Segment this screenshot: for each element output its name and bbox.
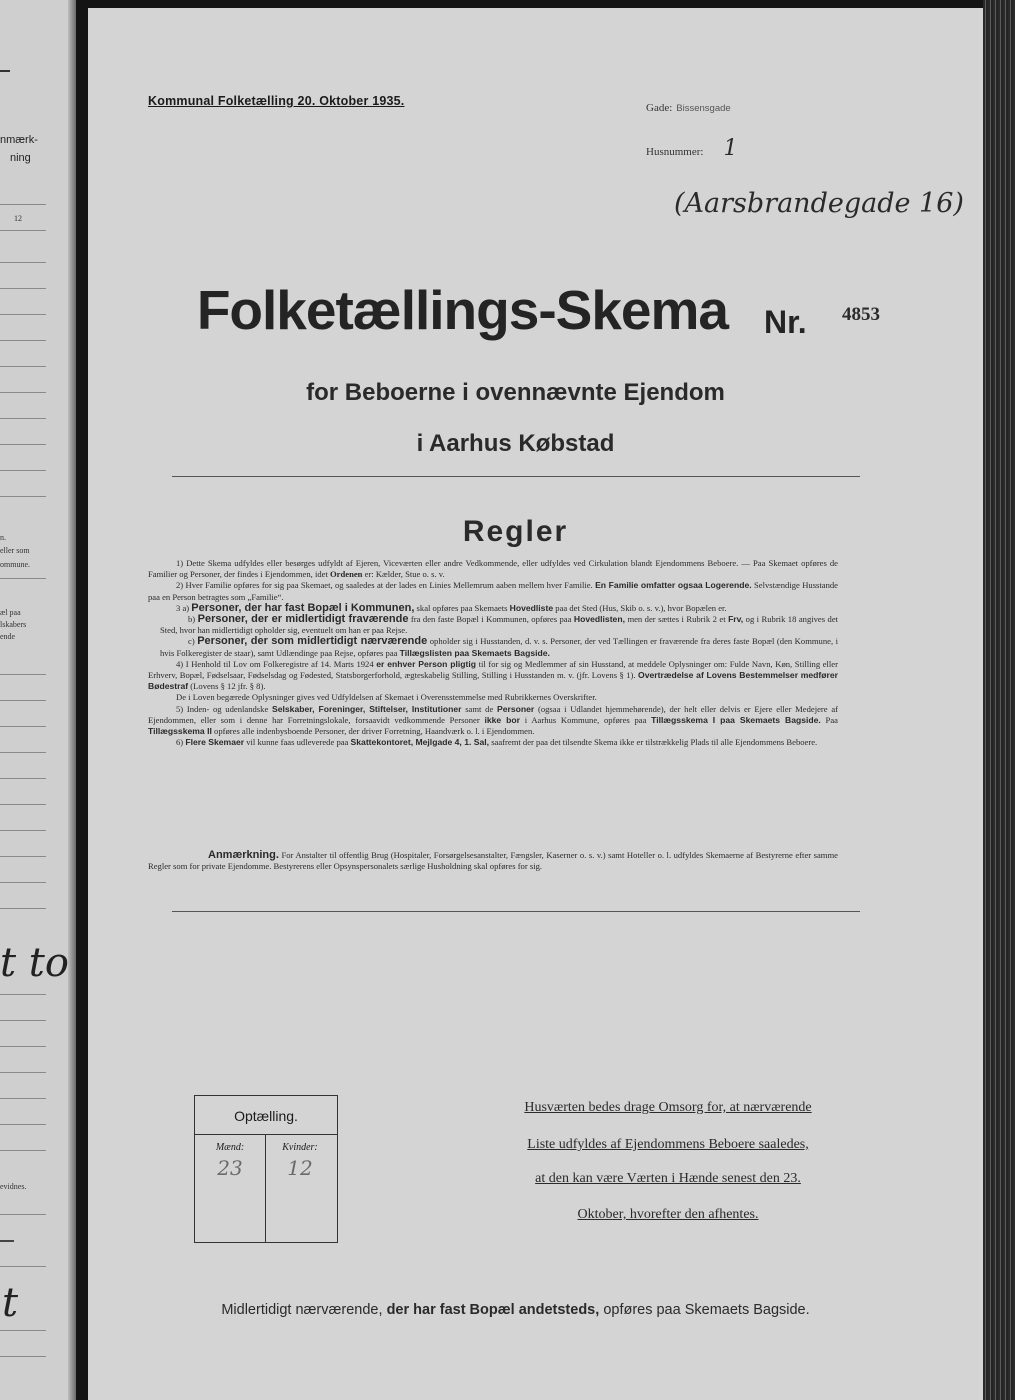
left-rule xyxy=(0,496,46,497)
divider xyxy=(172,911,860,912)
left-rule xyxy=(0,1098,46,1099)
form-subtitle-line1: for Beboerne i ovennævnte Ejendom xyxy=(306,379,725,406)
left-rule xyxy=(0,674,46,675)
left-rule xyxy=(0,804,46,805)
rules-heading: Regler xyxy=(462,515,569,548)
notice-line2: Liste udfyldes af Ejendommens Beboere saaledes, xyxy=(527,1137,809,1152)
rule-2: 2) Hver Familie opføres for sig paa Skemaet, og saaledes at der lades en Linies Mellemrum aaben mellem hver Familie. En Familie omfatter ogsaa Logerende. Selvstændige Husstande paa en Person betragtes som „Familie“. xyxy=(148,580,839,602)
rule-3b: b) Personer, der er midlertidigt fraværende fra den faste Bopæl i Kommunen, opføres paa Hovedlisten, men der sættes i Rubrik 2 et Frv, og i Rubrik 18 angives det Sted, hvor han midlertidigt opholder sig, eventuelt om han er paa Rejse. xyxy=(160,613,839,636)
form-nr-label: Nr. xyxy=(764,304,807,340)
footer-note xyxy=(88,1302,943,1318)
left-rule xyxy=(0,778,46,779)
left-heading-line2: ning xyxy=(10,152,31,164)
left-fragment-text: eller som xyxy=(0,546,30,555)
left-rule xyxy=(0,1150,46,1151)
left-rule xyxy=(0,262,46,263)
left-fragment-text: æl paa xyxy=(0,608,21,617)
left-rule xyxy=(0,856,46,857)
left-rule xyxy=(0,1266,46,1267)
notice-line1: Husværten bedes drage Omsorg for, at nærværende xyxy=(524,1100,812,1115)
notice-line3: at den kan være Værten i Hænde senest den 23. xyxy=(535,1171,801,1186)
street-value: Bissensgade xyxy=(676,103,731,114)
left-rule xyxy=(0,1072,46,1073)
left-fragment-text: ommune. xyxy=(0,560,30,569)
left-handwriting: t xyxy=(2,1280,19,1326)
left-rule xyxy=(0,470,46,471)
tally-women-count: 12 xyxy=(287,1156,313,1180)
rule-1: 1) Dette Skema udfyldes eller besørges udfyldt af Ejeren, Viceværten eller andre Vedkommende, eller udfyldes ved Cirkulation blandt Ejendommens Beboere. — Paa Skemaet opføres de Familier og Personer, der findes i Ejendommen, idet Ordenen er: Kælder, Stue o. s. v. xyxy=(148,558,838,580)
left-rule xyxy=(0,752,46,753)
census-header: Kommunal Folketælling 20. Oktober 1935. xyxy=(148,94,405,108)
remark-body: For Anstalter til offentlig Brug (Hospitaler, Forsørgelsesanstalter, Fængsler, Kaserner o. s. v.) samt Hoteller o. l. udfyldes Skemaerne af Bestyrerne efter samme Regler som for private Ejendomme. Bestyrerens eller Opsynspersonalets særlige Husholdning skal opføres for sig. xyxy=(148,850,838,872)
tally-women-label: Kvinder: xyxy=(282,1142,318,1153)
footer-text-post: opføres paa Skemaets Bagside. xyxy=(603,1302,810,1318)
tally-box xyxy=(194,1095,338,1243)
notice-line4: Oktober, hvorefter den afhentes. xyxy=(577,1207,759,1222)
tally-divider xyxy=(195,1134,337,1135)
left-page-fragment xyxy=(0,0,76,1400)
rule-3a: 3 a) Personer, der har fast Bopæl i Kommunen, skal opføres paa Skemaets Hovedliste paa det Sted (Hus, Skib o. s. v.), hvor Bopælen er. xyxy=(176,601,727,614)
rule-3c: c) Personer, der som midlertidigt nærværende opholder sig i Husstanden, d. v. s. Personer, der ved Tællingen er fraværende fra deres faste Bopæl (den Kommune, i hvis Folkeregister de staar), samt Udlændinge paa Rejse, opføres paa Tillægslisten paa Skemaets Bagside. xyxy=(160,635,839,658)
left-fragment-text: ende xyxy=(0,632,16,641)
rules-text xyxy=(148,558,838,748)
book-gutter xyxy=(68,0,76,1400)
left-rule xyxy=(0,578,46,579)
rule-4: 4) I Henhold til Lov om Folkeregistre af 14. Marts 1924 er enhver Person pligtig til for sig og Medlemmer af sin Husstand, at meddele Oplysninger om: Fulde Navn, Køn, Stilling eller Erhverv, Bopæl, Fødselsaar, Fødselsdag og Fødested, Statsborgerforhold, ægteskabelig Stilling, Stilling i Husstanden m. v. (jfr. Lovens § 1). Overtrædelse af Lovens Bestemmelser medfører Bødestraf (Lovens § 12 jfr. § 8). xyxy=(148,658,839,692)
census-form-page xyxy=(88,8,983,1400)
left-rule xyxy=(0,908,46,909)
left-rule xyxy=(0,1356,46,1357)
left-rule xyxy=(0,1330,46,1331)
left-rule xyxy=(0,444,46,445)
left-rule xyxy=(0,726,46,727)
divider xyxy=(172,476,860,477)
rule-6: 6) Flere Skemaer vil kunne faas udleverede paa Skattekontoret, Mejlgade 4, 1. Sal, saafremt der paa det tilsendte Skema ikke er tilstrækkelig Plads til alle Ejendommens Beboere. xyxy=(176,737,818,748)
left-rule xyxy=(0,314,46,315)
left-fragment-text: evidnes. xyxy=(0,1182,27,1191)
tally-men-label: Mænd: xyxy=(215,1142,245,1153)
left-rule xyxy=(0,1124,46,1125)
rule-5: 5) Inden- og udenlandske Selskaber, Foreninger, Stiftelser, Institutioner samt de Personer (ogsaa i Udlandet hjemmehørende), der helt eller delvis er Ejere eller Medejere af Ejendommen, eller som i denne har Forretningslokale, forsaavidt vedkommende Personer ikke bor i Aarhus Kommune, opføres paa Tillægsskema I paa Skemaets Bagside. Paa Tillægsskema II opføres alle indenbysboende Personer, der driver Forretning, Haandværk o. l. i Ejendommen. xyxy=(148,703,838,737)
left-rule xyxy=(0,366,46,367)
left-fragment-text: lskabers xyxy=(0,620,27,629)
left-col-number: 12 xyxy=(14,214,22,223)
left-handwriting: t to xyxy=(0,940,69,986)
form-subtitle-line2: i Aarhus Købstad xyxy=(416,430,615,457)
remark-label: Anmærkning. xyxy=(208,849,279,861)
left-rule xyxy=(0,1020,46,1021)
left-rule xyxy=(0,418,46,419)
left-rule xyxy=(0,230,46,231)
left-rule xyxy=(0,1214,46,1215)
house-number-value: 1 xyxy=(723,136,738,161)
left-rule xyxy=(0,830,46,831)
left-page-mark xyxy=(0,70,10,72)
footer-text-pre: Midlertidigt nærværende, xyxy=(221,1302,383,1318)
left-heading-line1: nmærk- xyxy=(0,134,38,146)
book-page-edges xyxy=(983,0,1015,1400)
left-rule xyxy=(0,994,46,995)
left-fragment-text: n. xyxy=(0,533,6,542)
left-hand-mark xyxy=(0,1240,14,1242)
tally-men-count: 23 xyxy=(217,1156,243,1180)
left-rule xyxy=(0,700,46,701)
form-number: 4853 xyxy=(842,304,880,325)
left-rule xyxy=(0,340,46,341)
left-rule xyxy=(0,882,46,883)
footer-text-bold: der har fast Bopæl andetsteds, xyxy=(386,1302,600,1318)
form-title: Folketællings-Skema xyxy=(196,279,728,341)
left-rule xyxy=(0,1046,46,1047)
left-rule xyxy=(0,392,46,393)
handwritten-address-note: (Aarsbrandegade 16) xyxy=(674,188,964,219)
left-rule xyxy=(0,288,46,289)
house-number-label: Husnummer: xyxy=(646,146,704,158)
street-label: Gade: xyxy=(646,102,673,114)
rule-4b: De i Loven begærede Oplysninger gives ved Udfyldelsen af Skemaet i Overensstemmelse med Rubrikkernes Overskrifter. xyxy=(176,692,597,703)
house-number-field xyxy=(646,136,737,161)
street-field xyxy=(646,98,731,116)
tally-title: Optælling. xyxy=(234,1108,298,1124)
left-rule xyxy=(0,204,46,205)
remark-text xyxy=(148,850,838,872)
